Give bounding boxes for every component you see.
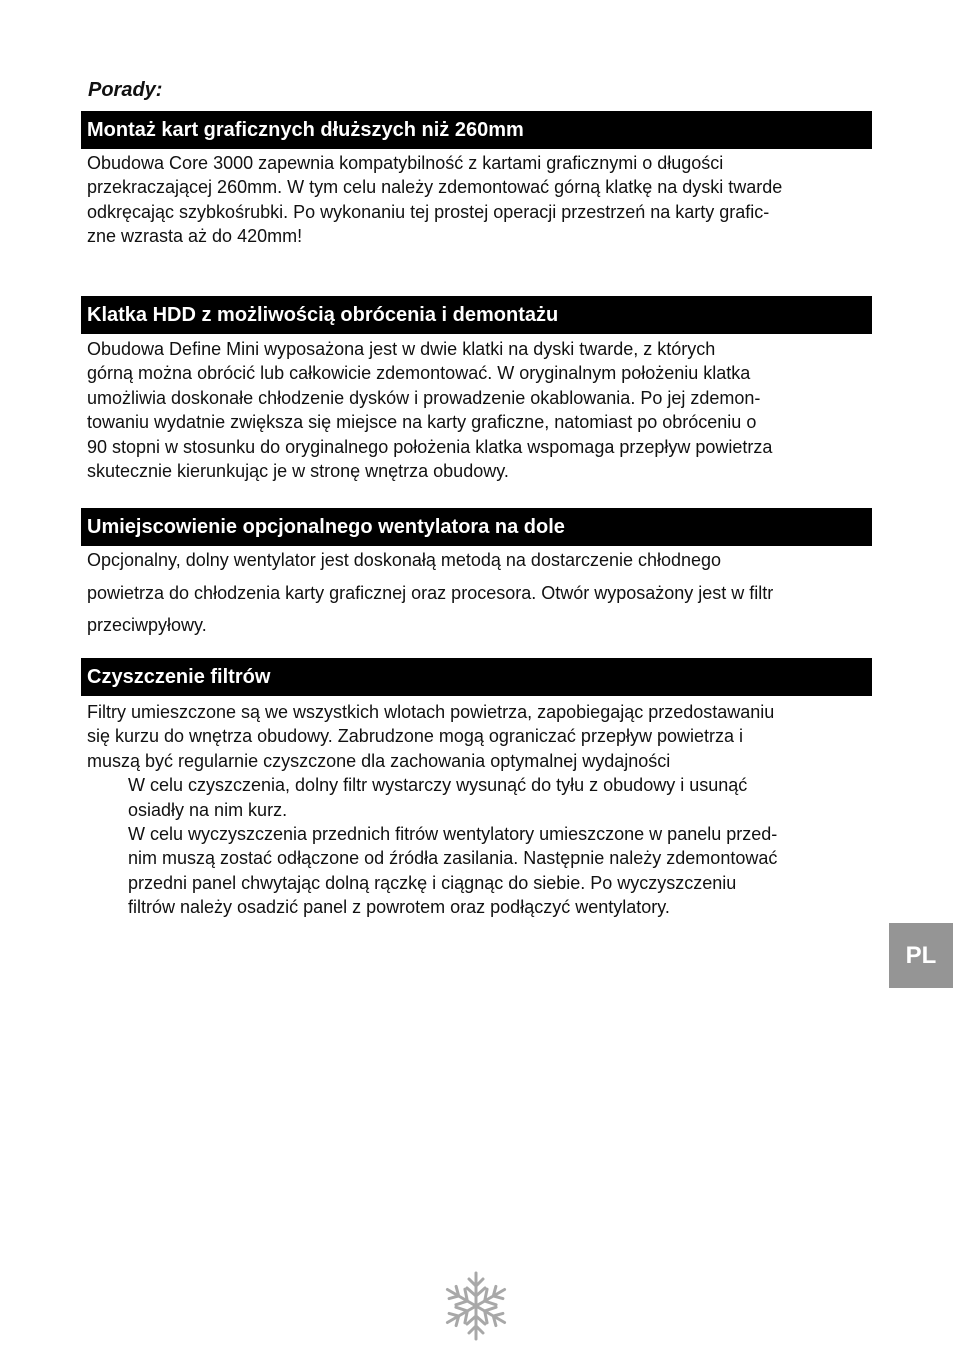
body-line: towaniu wydatnie zwiększa się miejsce na karty graficzne, natomiast po obróceniu o: [87, 412, 757, 433]
section-body-hdd-cage: [87, 337, 887, 483]
body-line: przekraczającej 260mm. W tym celu należy zdemontować górną klatkę na dyski twarde: [87, 177, 783, 198]
body-line: skutecznie kierunkując je w stronę wnętrza obudowy.: [87, 461, 509, 482]
body-line: 90 stopni w stosunku do oryginalnego położenia klatka wspomaga przepływ powietrza: [87, 436, 773, 457]
body-line: muszą być regularnie czyszczone dla zachowania optymalnej wydajności: [87, 750, 671, 771]
body-line: Obudowa Core 3000 zapewnia kompatybilność z kartami graficznymi o długości: [87, 153, 724, 173]
body-line: Opcjonalny, dolny wentylator jest doskonałą metodą na dostarczenie chłodnego: [87, 550, 722, 570]
body-line: umożliwia doskonałe chłodzenie dysków i prowadzenie okablowania. Po jej zdemon-: [87, 387, 761, 408]
indented-line: przedni panel chwytając dolną rączkę i ciągnąc do siebie. Po wyczyszczeniu: [128, 872, 737, 893]
indented-line: W celu czyszczenia, dolny filtr wystarczy wysunąć do tyłu z obudowy i usunąć: [128, 775, 748, 796]
body-line: powietrza do chłodzenia karty graficznej oraz procesora. Otwór wyposażony jest w filtr: [87, 582, 774, 603]
body-line: Filtry umieszczone są we wszystkich wlotach powietrza, zapobiegając przedostawaniu: [87, 702, 775, 722]
section-body-graphics-cards: [87, 151, 887, 249]
body-line: górną można obrócić lub całkowicie zdemontować. W oryginalnym położeniu klatka: [87, 363, 751, 384]
body-line: się kurzu do wnętrza obudowy. Zabrudzone mogą ograniczać przepływ powietrza i: [87, 726, 743, 747]
language-tab: PL: [889, 923, 953, 988]
section-title-bottom-fan: Umiejscowienie opcjonalnego wentylatora na dole: [81, 508, 872, 546]
indented-line: W celu wyczyszczenia przednich fitrów wentylatory umieszczone w panelu przed-: [128, 824, 778, 845]
indented-line: osiadły na nim kurz.: [128, 799, 288, 820]
body-line: Obudowa Define Mini wyposażona jest w dwie klatki na dyski twarde, z których: [87, 339, 716, 359]
section-body-filter-cleaning: [87, 700, 887, 920]
body-line: odkręcając szybkośrubki. Po wykonaniu tej prostej operacji przestrzeń na karty grafic-: [87, 201, 770, 222]
indented-line: nim muszą zostać odłączone od źródła zasilania. Następnie należy zdemontować: [128, 848, 778, 869]
section-title-hdd-cage: Klatka HDD z możliwością obrócenia i demontażu: [81, 296, 872, 334]
body-line: zne wzrasta aż do 420mm!: [87, 226, 303, 247]
section-title-filter-cleaning: Czyszczenie filtrów: [81, 658, 872, 696]
snowflake-icon: [442, 1270, 510, 1342]
indented-line: filtrów należy osadzić panel z powrotem oraz podłączyć wentylatory.: [128, 897, 670, 918]
section-body-bottom-fan: [87, 544, 887, 642]
body-line: przeciwpyłowy.: [87, 615, 207, 635]
section-title-graphics-cards: Montaż kart graficznych dłuższych niż 260mm: [81, 111, 872, 149]
page-heading: Porady:: [88, 79, 163, 101]
